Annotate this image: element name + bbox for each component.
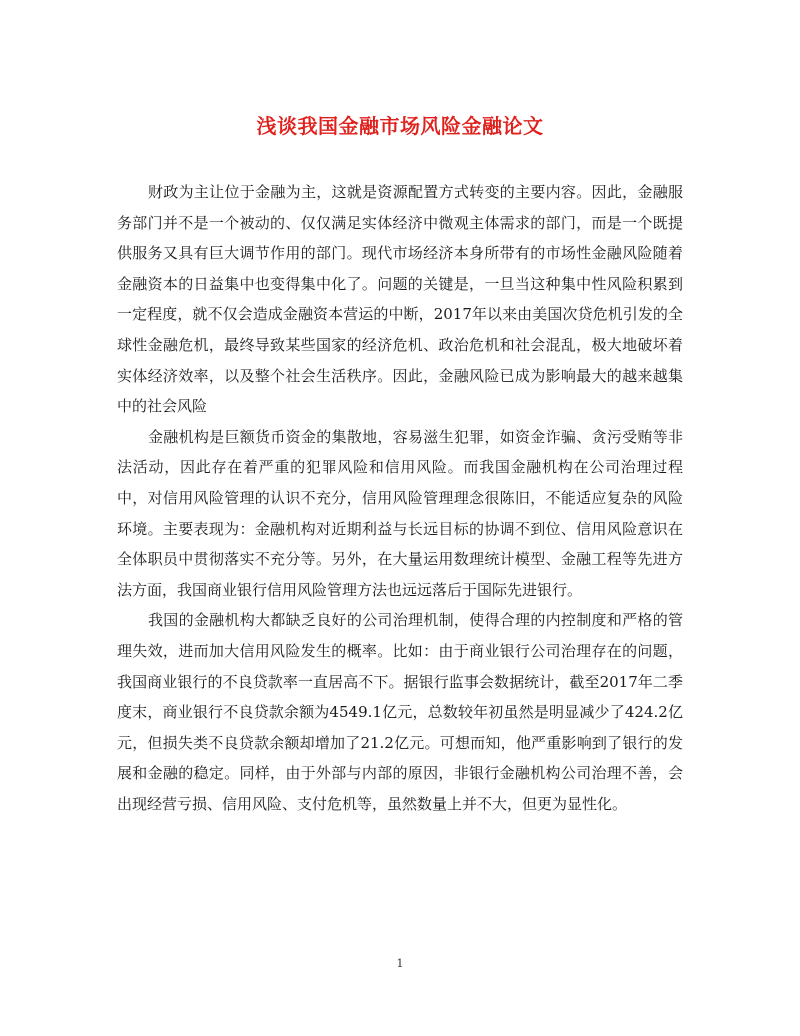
document-body: [117, 177, 683, 819]
paragraph-3: 我国的金融机构大都缺乏良好的公司治理机制，使得合理的内控制度和严格的管理失效，进而加大信用风险发生的概率。比如：由于商业银行公司治理存在的问题，我国商业银行的不良贷款率一直居高不下。据银行监事会数据统计，截至2017年二季度末，商业银行不良贷款余额为4549.1亿元，总数较年初虽然是明显减少了424.2亿元，但损失类不良贷款余额却增加了21.2亿元。可想而知，他严重影响到了银行的发展和金融的稳定。同样，由于外部与内部的原因，非银行金融机构公司治理不善，会出现经营亏损、信用风险、支付危机等，虽然数量上并不大，但更为显性化。: [117, 611, 683, 813]
document-title: 浅谈我国金融市场风险金融论文: [256, 114, 544, 138]
page-number: 1: [396, 957, 404, 970]
paragraph-1: 财政为主让位于金融为主，这就是资源配置方式转变的主要内容。因此，金融服务部门并不是一个被动的、仅仅满足实体经济中微观主体需求的部门，而是一个既提供服务又具有巨大调节作用的部门。现代市场经济本身所带有的市场性金融风险随着金融资本的日益集中也变得集中化了。问题的关键是，一旦当这种集中性风险积累到一定程度，就不仅会造成金融资本营运的中断，2017年以来由美国次贷危机引发的全球性金融危机，最终导致某些国家的经济危机、政治危机和社会混乱，极大地破坏着实体经济效率，以及整个社会生活秩序。因此，金融风险已成为影响最大的越来越集中的社会风险: [117, 183, 683, 416]
paragraph-2: 金融机构是巨额货币资金的集散地，容易滋生犯罪，如资金诈骗、贪污受贿等非法活动，因此存在着严重的犯罪风险和信用风险。而我国金融机构在公司治理过程中，对信用风险管理的认识不充分，信用风险管理理念很陈旧，不能适应复杂的风险环境。主要表现为：金融机构对近期利益与长远目标的协调不到位、信用风险意识在全体职员中贯彻落实不充分等。另外，在大量运用数理统计模型、金融工程等先进方法方面，我国商业银行信用风险管理方法也远远落后于国际先进银行。: [117, 427, 683, 599]
